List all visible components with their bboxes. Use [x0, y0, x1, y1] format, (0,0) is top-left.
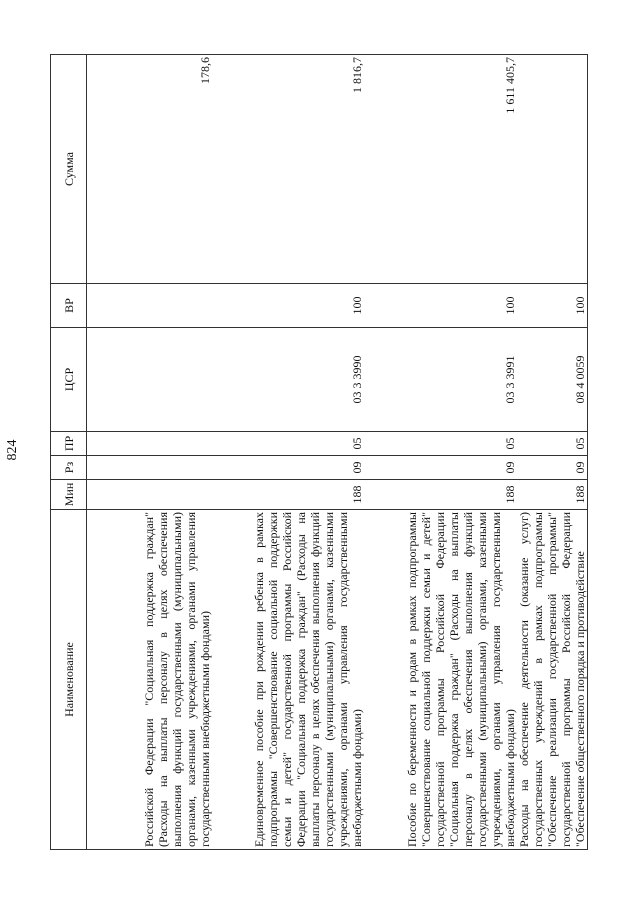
row-pr: 05 [364, 432, 517, 456]
row-name: Расходы на обеспечение деятельности (оказание услуг) государственных учреждений в рамках подпрограммы "Обеспечение реализации государственной программы" государственной программы Российской Федерации "Обеспечение общественного порядка и противодействие [517, 510, 588, 850]
header-row [51, 55, 87, 850]
row-pr: 05 [212, 432, 364, 456]
header-vr: ВР [51, 284, 87, 328]
row-pr: 05 [517, 432, 588, 456]
row-rz: 09 [212, 456, 364, 480]
header-sum: Сумма [51, 55, 87, 284]
row-min [87, 480, 213, 510]
row-vr: 100 [364, 284, 517, 328]
table-body [87, 55, 588, 850]
row-vr: 100 [517, 284, 588, 328]
table-header [51, 55, 87, 850]
row-vr [87, 284, 213, 328]
page-number: 824 [5, 439, 20, 461]
row-min: 188 [212, 480, 364, 510]
row-sum [517, 55, 588, 284]
row-name: Российской Федерации "Социальная поддержка граждан" (Расходы на выплаты персоналу в целях обеспечения выполнения функций государственными (муниципальными) органами, казенными учреждениями, органами управления государственными внебюджетными фондами) [87, 510, 213, 850]
row-csr [87, 328, 213, 432]
header-min: Мин [51, 480, 87, 510]
row-sum: 178,6 [87, 55, 213, 284]
header-csr: ЦСР [51, 328, 87, 432]
row-pr [87, 432, 213, 456]
row-rz: 09 [364, 456, 517, 480]
table-row [517, 55, 588, 850]
row-csr: 08 4 0059 [517, 328, 588, 432]
row-rz: 09 [517, 456, 588, 480]
row-sum: 1 816,7 [212, 55, 364, 284]
row-name: Единовременное пособие при рождении ребенка в рамках подпрограммы "Совершенствование социальной поддержки семьи и детей" государственной программы Российской Федерации "Социальная поддержка граждан" (Расходы на выплаты персоналу в целях обеспечения выполнения функций государственными (муниципальными) органами, казенными учреждениями, органами управления государственными внебюджетными фондами) [212, 510, 364, 850]
table-row [212, 55, 364, 850]
row-min: 188 [364, 480, 517, 510]
table-row [87, 55, 213, 850]
row-sum: 1 611 405,7 [364, 55, 517, 284]
row-rz [87, 456, 213, 480]
row-csr: 03 3 3990 [212, 328, 364, 432]
header-name: Наименование [51, 510, 87, 850]
header-rz: Рз [51, 456, 87, 480]
rotated-page [5, 50, 610, 850]
budget-table [50, 54, 588, 850]
row-min: 188 [517, 480, 588, 510]
row-name: Пособие по беременности и родам в рамках подпрограммы "Совершенствование социальной поддержки семьи и детей" государственной программы Российской Федерации "Социальная поддержка граждан" (Расходы на выплаты персоналу в целях обеспечения выполнения функций государственными (муниципальными) органами, казенными учреждениями, органами управления государственными внебюджетными фондами) [364, 510, 517, 850]
row-vr: 100 [212, 284, 364, 328]
table-row [364, 55, 517, 850]
header-pr: ПР [51, 432, 87, 456]
row-csr: 03 3 3991 [364, 328, 517, 432]
